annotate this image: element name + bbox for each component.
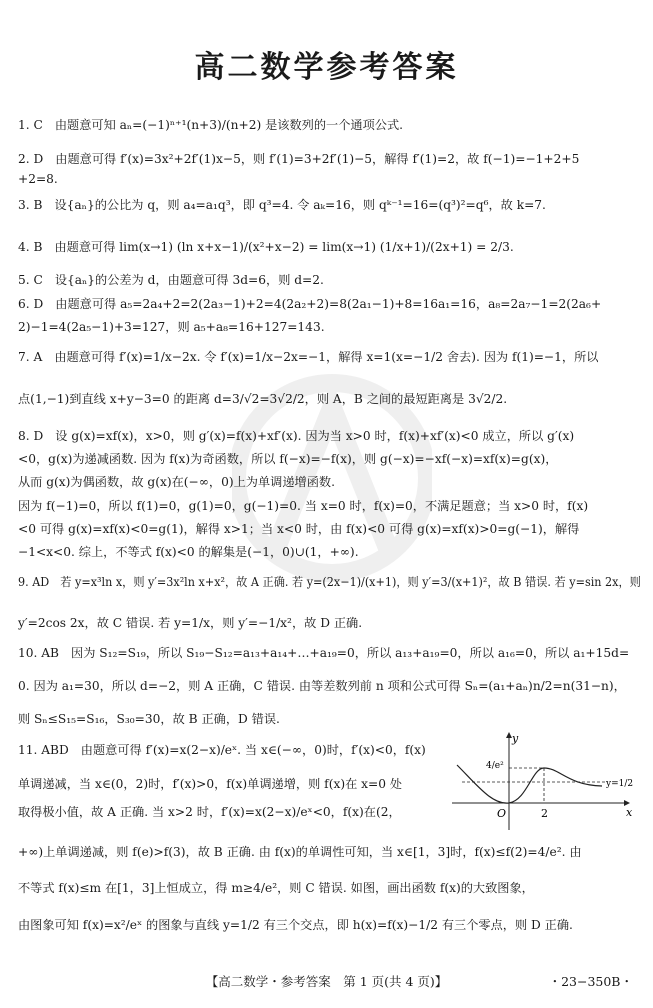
question-number: 8. D <box>18 429 44 443</box>
y-axis-label: y <box>512 732 519 745</box>
question-number: 5. C <box>18 273 43 287</box>
answer-text: 设{aₙ}的公比为 q，则 a₄=a₁q³，即 q³=4. 令 aₖ=16，则 qᵏ⁻¹=16=(q³)²=q⁶，故 k=7. <box>54 198 546 212</box>
answer-line <box>18 879 534 896</box>
answer-line <box>18 520 579 537</box>
answer-text: 单调递减，当 x∈(0，2)时，f′(x)>0，f(x)单调递增，则 f(x)在 x=0 处 <box>18 777 403 791</box>
question-number: 7. A <box>18 350 43 364</box>
answer-text: 由图象可知 f(x)=x²/eˣ 的图象与直线 y=1/2 有三个交点，即 h(x)=f(x)−1/2 有三个零点，则 D 正确. <box>18 918 573 932</box>
question-number: 4. B <box>18 240 43 254</box>
answer-text: 从而 g(x)为偶函数，故 g(x)在(−∞，0)上为单调递增函数. <box>18 475 335 489</box>
origin-label: O <box>497 807 507 820</box>
answer-text: 0. 因为 a₁=30，所以 d=−2，则 A 正确，C 错误. 由等差数列前 n 项和公式可得 Sₙ=(a₁+aₙ)n/2=n(31−n)， <box>18 679 626 693</box>
x-axis-label: x <box>626 806 633 819</box>
answer-text: 设{aₙ}的公差为 d，由题意可得 3d=6，则 d=2. <box>54 273 324 287</box>
answer-text: 由题意可得 f′(x)=x(2−x)/eˣ. 当 x∈(−∞，0)时，f′(x)<0，f(x) <box>80 743 426 757</box>
question-number: 6. D <box>18 297 44 311</box>
answer-text: +2=8. <box>18 172 58 186</box>
answer-text: 因为 f(−1)=0，所以 f(1)=0，g(1)=0，g(−1)=0. 当 x=0 时，f(x)=0，不满足题意；当 x>0 时，f(x) <box>18 499 589 513</box>
answer-line <box>18 116 403 133</box>
answer-text: 由题意可得 a₅=2a₄+2=2(2a₃−1)+2=4(2a₂+2)=8(2a₁−1)+8=16a₁=16，a₈=2a₇−1=2(2a₆+ <box>55 297 602 311</box>
answer-line <box>18 196 546 213</box>
answer-line <box>18 543 359 560</box>
answer-text: 由题意可得 lim(x→1) (ln x+x−1)/(x²+x−2) = lim(x→1) (1/x+1)/(2x+1) = 2/3. <box>54 240 514 254</box>
answer-text: 由题意可得 f′(x)=1/x−2x. 令 f′(x)=1/x−2x=−1，解得 x=1(x=−1/2 舍去). 因为 f(1)=−1，所以 <box>54 350 599 364</box>
x-tick-label: 2 <box>541 807 548 820</box>
question-number: 9. AD <box>18 575 50 589</box>
page-title: 高二数学参考答案 <box>194 50 459 85</box>
question-number: 10. AB <box>18 646 60 660</box>
answer-line <box>18 573 641 590</box>
document-code: ・23−350B・ <box>548 974 633 989</box>
answer-line <box>18 843 582 860</box>
answer-line <box>18 318 325 335</box>
question-number: 1. C <box>18 118 43 132</box>
answer-text: 点(1,−1)到直线 x+y−3=0 的距离 d=3/√2=3√2/2，则 A，B 之间的最短距离是 3√2/2. <box>18 392 508 406</box>
answer-line <box>18 271 324 288</box>
question-number: 2. D <box>18 152 44 166</box>
answer-text: 设 g(x)=xf(x)，x>0，则 g′(x)=f(x)+xf′(x). 因为当 x>0 时，f(x)+xf′(x)<0 成立，所以 g′(x) <box>55 429 575 443</box>
answer-line <box>18 677 626 694</box>
answer-text: 由题意可得 f′(x)=3x²+2f′(1)x−5，则 f′(1)=3+2f′(1)−5，解得 f′(1)=2，故 f(−1)=−1+2+5 <box>55 152 580 166</box>
answer-line <box>18 710 280 727</box>
answer-text: 2)−1=4(2a₅−1)+3=127，则 a₅+a₈=16+127=143. <box>18 320 325 334</box>
answer-text: 因为 S₁₂=S₁₉，所以 S₁₉−S₁₂=a₁₃+a₁₄+…+a₁₉=0，所以 a₁₃+a₁₉=0，所以 a₁₆=0，所以 a₁+15d= <box>71 646 630 660</box>
answer-text: −1<x<0. 综上，不等式 f(x)<0 的解集是(−1，0)∪(1，+∞). <box>18 545 359 559</box>
answer-line <box>18 497 588 514</box>
page-footer: 【高二数学・参考答案 第 1 页(共 4 页)】 <box>205 974 448 989</box>
answer-line <box>18 348 598 365</box>
answer-line <box>18 172 58 186</box>
question-number: 11. ABD <box>18 743 69 757</box>
answer-line <box>18 803 401 820</box>
answer-text: 若 y=x³ln x，则 y′=3x²ln x+x²，故 A 正确. 若 y=(2x−1)/(x+1)，则 y′=3/(x+1)²，故 B 错误. 若 y=sin 2x，则 <box>60 575 641 589</box>
answer-line <box>18 775 402 792</box>
answer-line <box>18 238 514 255</box>
answer-line <box>18 295 601 312</box>
answer-text: 不等式 f(x)≤m 在[1，3]上恒成立，得 m≥4/e²，则 C 错误. 如图，画出函数 f(x)的大致图象， <box>18 881 534 895</box>
answer-line <box>18 473 335 490</box>
answer-text: y′=2cos 2x，故 C 错误. 若 y=1/x，则 y′=−1/x²，故 D 正确. <box>18 616 363 630</box>
function-graph <box>452 730 642 830</box>
answer-text: 取得极小值，故 A 正确. 当 x>2 时，f′(x)=x(2−x)/eˣ<0，f(x)在(2， <box>18 805 401 819</box>
answer-text: +∞)上单调递减，则 f(e)>f(3)，故 B 正确. 由 f(x)的单调性可知，当 x∈[1，3]时，f(x)≤f(2)=4/e². 由 <box>18 845 582 859</box>
answer-line <box>18 427 574 444</box>
answer-text: 由题意可知 aₙ=(−1)ⁿ⁺¹(n+3)/(n+2) 是该数列的一个通项公式. <box>54 118 404 132</box>
answer-text: 则 Sₙ≤S₁₅=S₁₆，S₃₀=30，故 B 正确，D 错误. <box>18 712 280 726</box>
answer-line <box>18 450 557 467</box>
answer-line <box>18 916 573 933</box>
answer-line <box>18 150 579 167</box>
answer-line <box>18 614 362 631</box>
question-number: 3. B <box>18 198 43 212</box>
peak-value-label: 4/e² <box>486 761 504 771</box>
answer-text: <0 可得 g(x)=xf(x)<0=g(1)，解得 x>1；当 x<0 时，由 f(x)<0 可得 g(x)=xf(x)>0=g(−1)，解得 <box>18 522 580 536</box>
answer-text: <0，g(x)为递减函数. 因为 f(x)为奇函数，所以 f(−x)=−f(x)，则 g(−x)=−xf(−x)=xf(x)=g(x)， <box>18 452 558 466</box>
answer-line <box>18 741 426 758</box>
answer-line <box>18 390 507 407</box>
answer-line <box>18 644 629 661</box>
line-label: y=1/2 <box>606 779 634 789</box>
